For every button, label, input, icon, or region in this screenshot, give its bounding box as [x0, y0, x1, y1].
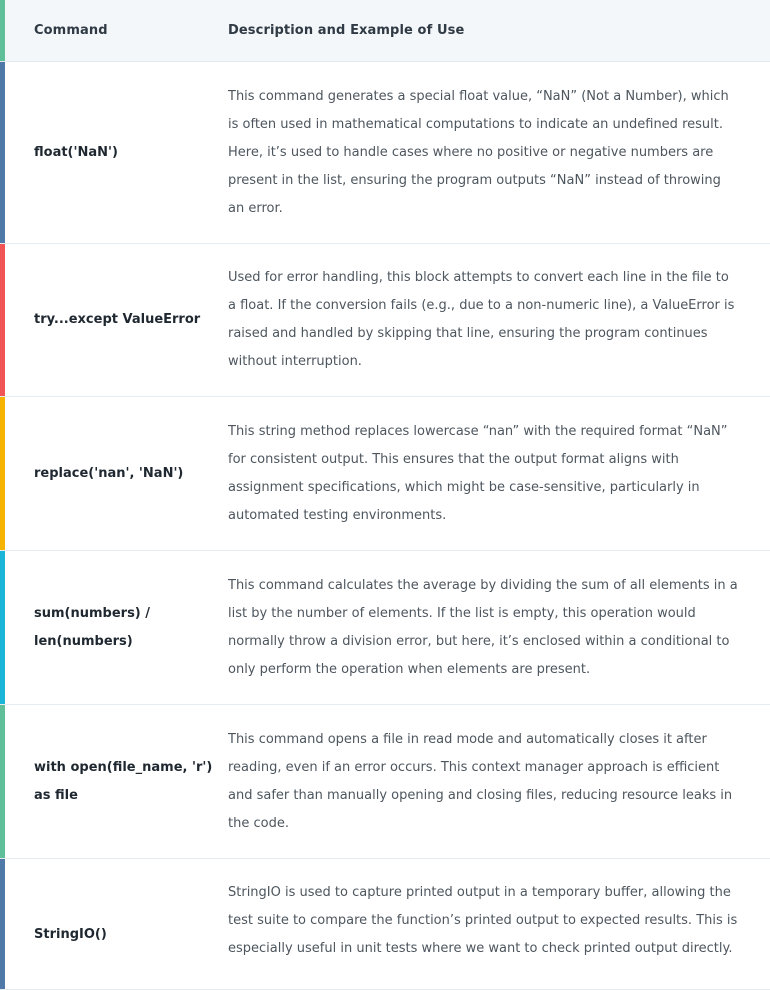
table-row	[0, 859, 770, 990]
description-text: This command opens a file in read mode and automatically closes it after reading, even if an error occurs. This context manager approach is efficient and safer than manually opening and closing files, reducing resource leaks in the code.	[228, 731, 733, 831]
header-description: Description and Example of Use	[228, 23, 465, 38]
table-row	[0, 705, 770, 859]
table-row	[0, 62, 770, 244]
table-row	[0, 244, 770, 397]
command-cell	[0, 551, 228, 704]
command-text: sum(numbers) / len(numbers)	[34, 605, 151, 649]
description-text: StringIO is used to capture printed output in a temporary buffer, allowing the test suite to compare the function’s printed output to expected results. This is especially useful in unit tests where we want to check printed output directly.	[228, 885, 738, 956]
description-cell	[228, 397, 770, 550]
command-cell	[0, 244, 228, 396]
row-accent-bar	[0, 705, 5, 858]
description-text: This string method replaces lowercase “nan” with the required format “NaN” for consistent output. This ensures that the output format aligns with assignment specifications, which might be case-sensitive, particularly in automated testing environments.	[228, 423, 728, 523]
description-cell	[228, 705, 770, 858]
command-text: StringIO()	[34, 927, 107, 942]
header-command: Command	[34, 23, 108, 38]
description-cell	[228, 244, 770, 396]
command-cell	[0, 62, 228, 243]
description-text: Used for error handling, this block attempts to convert each line in the file to a float. If the conversion fails (e.g., due to a non-numeric line), a ValueError is raised and handled by skipping that line, ensuring the program continues without interruption.	[228, 270, 735, 369]
command-text: try...except ValueError	[34, 312, 201, 327]
row-accent-bar	[0, 397, 5, 550]
description-text: This command generates a special float value, “NaN” (Not a Number), which is often used in mathematical computations to indicate an undefined result. Here, it’s used to handle cases where no positive or negative numbers are present in the list, ensuring the program outputs “NaN” instead of throwing an error.	[228, 88, 729, 216]
description-cell	[228, 859, 770, 989]
row-accent-bar	[0, 244, 5, 396]
command-cell	[0, 397, 228, 550]
row-accent-bar	[0, 62, 5, 243]
command-text: float('NaN')	[34, 144, 118, 160]
command-cell	[0, 705, 228, 858]
row-accent-bar	[0, 551, 5, 704]
header-accent-bar	[0, 0, 5, 61]
table-header	[0, 0, 770, 62]
row-accent-bar	[0, 859, 5, 989]
command-cell	[0, 859, 228, 989]
table-row	[0, 397, 770, 551]
command-text: with open(file_name, 'r') as file	[34, 759, 213, 803]
command-text: replace('nan', 'NaN')	[34, 465, 184, 481]
description-text: This command calculates the average by dividing the sum of all elements in a list by the number of elements. If the list is empty, this operation would normally throw a division error, but here, it’s enclosed within a conditional to only perform the operation when elements are present.	[228, 577, 738, 677]
description-cell	[228, 551, 770, 704]
table-row	[0, 551, 770, 705]
description-cell	[228, 62, 770, 243]
